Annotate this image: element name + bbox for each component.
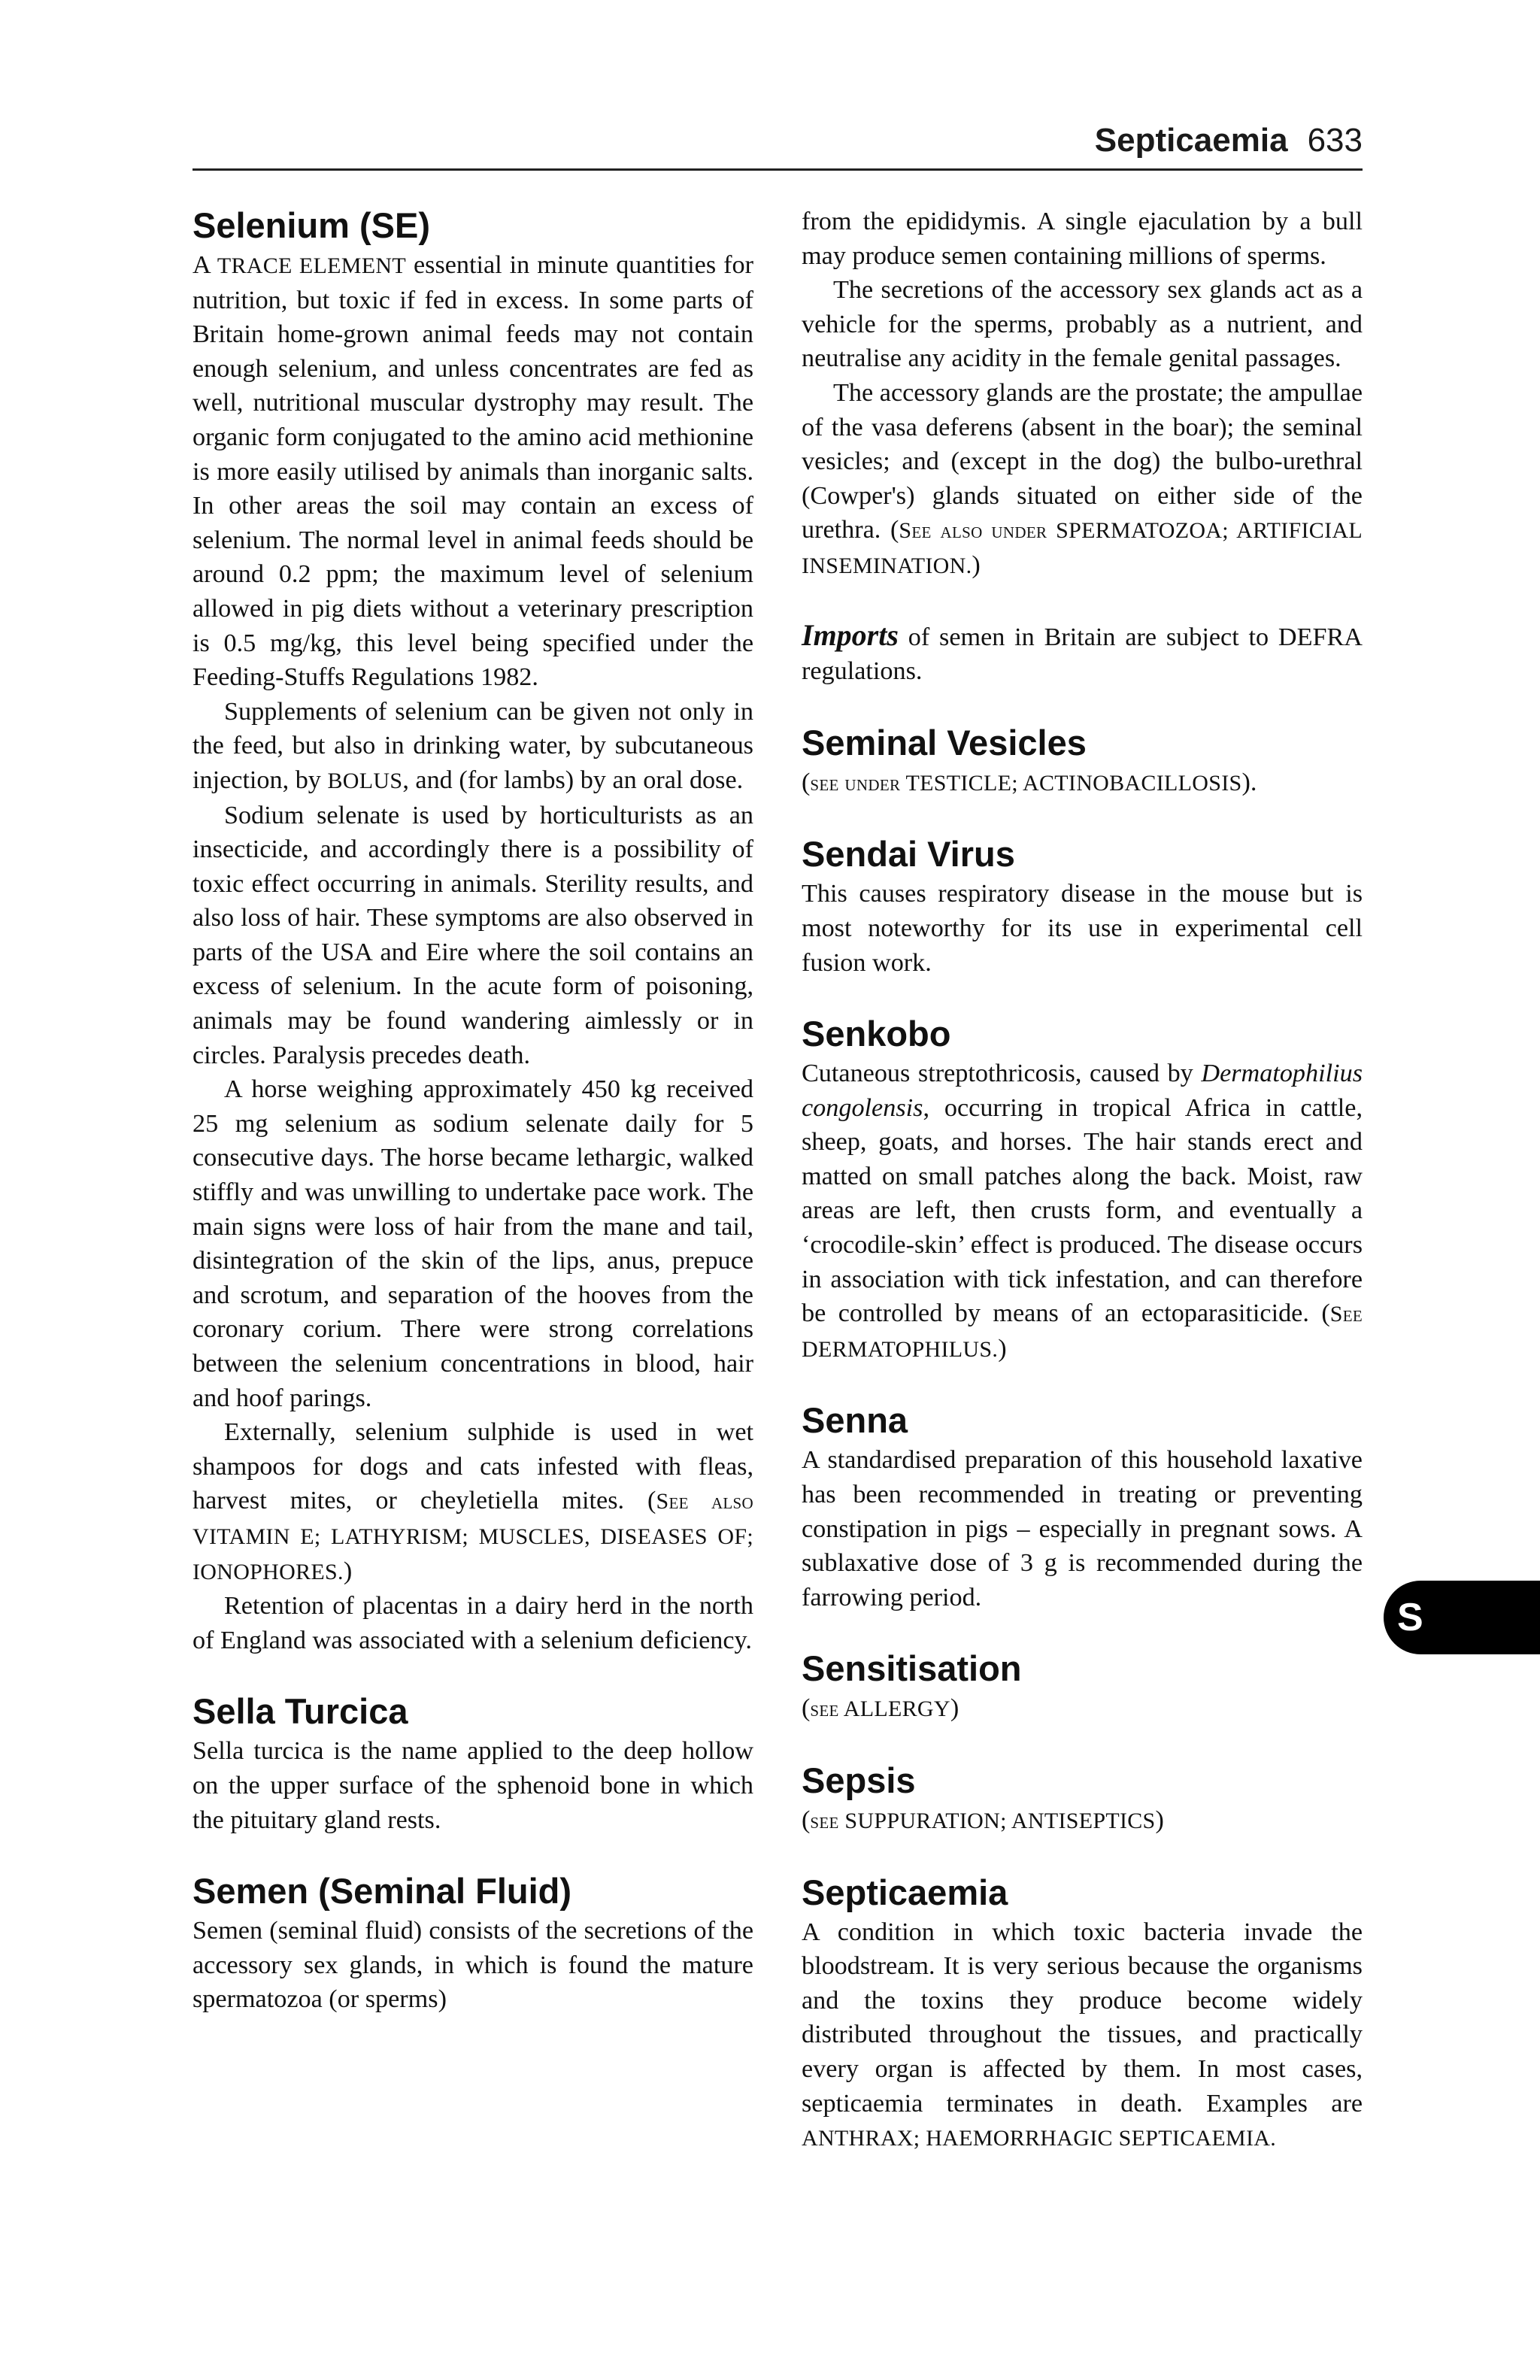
entry-title-sella-turcica: Sella Turcica — [192, 1691, 408, 1732]
entry-title-seminal-vesicles: Seminal Vesicles — [802, 722, 1087, 763]
senkobo-paragraph-1: Cutaneous streptothricosis, caused by Dermatophilius congolensis, occurring in tropical Africa in cattle, sheep, goats, and horses. The hair stands erect and matted on small patches along the back. Moist, raw areas are left, then crusts form, and eventually a ‘crocodile-skin’ effect is produced. The disease occurs in association with tick infestation, and can therefore be controlled by means of an ectoparasiticide. (See DERMATOPHILUS.) — [802, 1060, 1363, 1363]
entry-title-semen: Semen (Seminal Fluid) — [192, 1871, 572, 1912]
semen-paragraph-2: from the epididymis. A single ejaculation by a bull may produce semen containing millions of sperms. — [802, 208, 1363, 270]
entry-septicaemia — [802, 1872, 1363, 2156]
entry-sepsis — [802, 1760, 1363, 1839]
entry-title-sepsis: Sepsis — [802, 1760, 916, 1800]
species-name: Dermatophilius congolensis — [802, 1060, 1363, 1122]
cross-reference: see ALLERGY — [810, 1696, 950, 1722]
entry-title-senna: Senna — [802, 1400, 908, 1441]
cross-reference: See also under SPERMATOZOA; ARTIFICIAL INSEMINATION. — [802, 518, 1363, 578]
imports-paragraph: Imports of semen in Britain are subject to DEFRA regulations. — [802, 617, 1363, 686]
running-head — [192, 122, 1363, 171]
seminal-vesicles-ref: (see under TESTICLE; ACTINOBACILLOSIS). — [802, 768, 1257, 796]
left-column — [192, 205, 753, 2017]
semen-paragraph-4: The accessory glands are the prostate; the ampullae of the vasa deferens (absent in the boar); the seminal vesicles; and (except in the dog) the bulbo-urethral (Cowper's) glands situated on either side of the urethra. (See also under SPERMATOZOA; ARTIFICIAL INSEMINATION.) — [802, 378, 1363, 579]
septicaemia-paragraph-1: A condition in which toxic bacteria invade the bloodstream. It is very serious because the organisms and the toxins they produce become widely distributed throughout the tissues, and practically every organ is affected by them. In most cases, septicaemia terminates in death. Examples are ANTHRAX; HAEMORRHAGIC SEPTICAEMIA. — [802, 1918, 1363, 2151]
entry-sensitisation — [802, 1648, 1363, 1727]
entry-senkobo — [802, 1013, 1363, 1366]
senna-paragraph-1: A standardised preparation of this household laxative has been recommended in treating or preventing constipation in pigs – especially in pregnant sows. A sublaxative dose of 3 g is recommended during the farrowing period. — [802, 1446, 1363, 1611]
cross-reference: ANTHRAX; HAEMORRHAGIC SEPTICAEMIA. — [802, 2126, 1277, 2151]
entry-title-senkobo: Senkobo — [802, 1014, 951, 1054]
entry-title-sensitisation: Sensitisation — [802, 1648, 1022, 1689]
cross-reference: see SUPPURATION; ANTISEPTICS — [810, 1808, 1156, 1833]
semen-paragraph-1: Semen (seminal fluid) consists of the secretions of the accessory sex glands, in which is found the mature spermatozoa (or sperms) — [192, 1917, 753, 2014]
cross-reference: BOLUS — [327, 768, 403, 793]
cross-reference: See DERMATOPHILUS. — [802, 1302, 1363, 1362]
selenium-paragraph-3: Sodium selenate is used by horticulturists as an insecticide, and accordingly there is a possibility of toxic effect occurring in animals. Sterility results, and also loss of hair. These symptoms are also observed in parts of the USA and Eire where the soil contains an excess of selenium. In the acute form of poisoning, animals may be found wandering aimlessly or in circles. Paralysis precedes death. — [192, 801, 753, 1069]
entry-title-septicaemia: Septicaemia — [802, 1872, 1008, 1912]
entry-senna — [802, 1399, 1363, 1614]
section-thumb-tab — [1384, 1581, 1540, 1654]
selenium-paragraph-1: A TRACE ELEMENT essential in minute quantities for nutrition, but toxic if fed in excess. In some parts of Britain home-grown animal feeds may not contain enough selenium, and unless concentrates are fed as well, nutritional muscular dystrophy may result. The organic form conjugated to the amino acid methionine is more easily utilised by animals than inorganic salts. In other areas the soil may contain an excess of selenium. The normal level in animal feeds should be around 0.2 ppm; the maximum level of selenium allowed in pig diets without a veterinary prescription is 0.5 mg/kg, this level being specified under the Feeding-Stuffs Regulations 1982. — [192, 251, 753, 692]
cross-reference: See also VITAMIN E; LATHYRISM; MUSCLES, DISEASES OF; IONOPHORES. — [192, 1489, 753, 1584]
imports-label: Imports — [802, 617, 899, 652]
page-number: 633 — [1307, 122, 1363, 159]
cross-reference: TRACE ELEMENT — [217, 253, 406, 278]
running-head-title: Septicaemia — [1094, 122, 1288, 159]
sensitisation-ref: (see ALLERGY) — [802, 1694, 959, 1723]
sella-paragraph-1: Sella turcica is the name applied to the deep hollow on the upper surface of the sphenoid bone in which the pituitary gland rests. — [192, 1737, 753, 1834]
entry-semen — [192, 1870, 753, 2017]
entry-seminal-vesicles — [802, 722, 1363, 801]
entry-semen-continued — [802, 205, 1363, 689]
entry-sendai-virus — [802, 833, 1363, 980]
entry-title-selenium: Selenium (SE) — [192, 205, 431, 245]
entry-title-sendai-virus: Sendai Virus — [802, 834, 1015, 875]
entry-sella-turcica — [192, 1690, 753, 1837]
selenium-paragraph-4: A horse weighing approximately 450 kg received 25 mg selenium as sodium selenate daily for 5 consecutive days. The horse became lethargic, walked stiffly and was unwilling to undertake pace work. The main signs were loss of hair from the mane and tail, disintegration of the skin of the lips, anus, prepuce and scrotum, and separation of the hooves from the coronary corium. There were strong correlations between the selenium concentrations in blood, hair and hoof parings. — [192, 1075, 753, 1412]
selenium-paragraph-5: Externally, selenium sulphide is used in wet shampoos for dogs and cats infested with fleas, harvest mites, or cheyletiella mites. (See also VITAMIN E; LATHYRISM; MUSCLES, DISEASES OF; IONOPHORES.) — [192, 1418, 753, 1585]
section-letter: S — [1397, 1596, 1423, 1639]
selenium-paragraph-2: Supplements of selenium can be given not only in the feed, but also in drinking water, by subcutaneous injection, by BOLUS, and (for lambs) by an oral dose. — [192, 697, 753, 794]
selenium-paragraph-6: Retention of placentas in a dairy herd in the north of England was associated with a selenium deficiency. — [192, 1592, 753, 1654]
semen-paragraph-3: The secretions of the accessory sex glands act as a vehicle for the sperms, probably as a nutrient, and neutralise any acidity in the female genital passages. — [802, 276, 1363, 373]
sepsis-ref: (see SUPPURATION; ANTISEPTICS) — [802, 1806, 1164, 1834]
entry-selenium — [192, 205, 753, 1657]
sendai-paragraph-1: This causes respiratory disease in the mouse but is most noteworthy for its use in experimental cell fusion work. — [802, 880, 1363, 977]
right-column — [802, 205, 1363, 2156]
cross-reference: see under TESTICLE; ACTINOBACILLOSIS — [810, 770, 1242, 796]
